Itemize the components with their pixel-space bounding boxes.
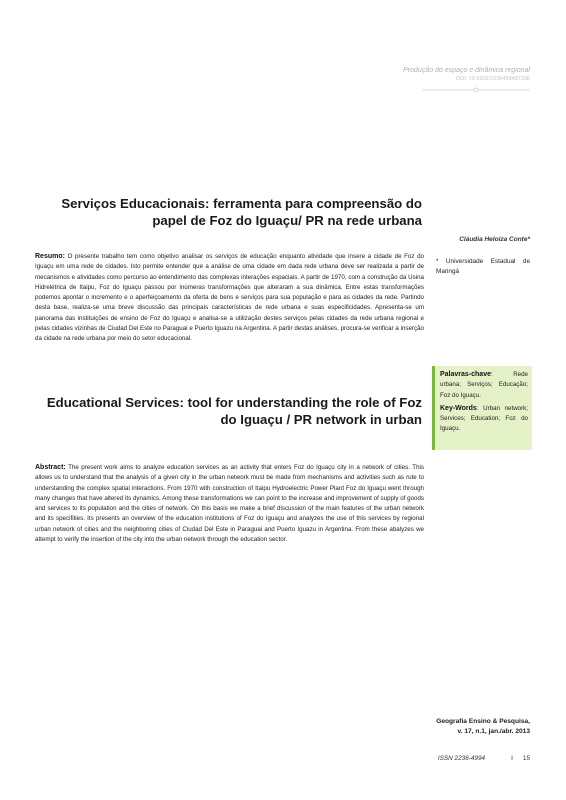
keywords-box bbox=[432, 366, 532, 450]
abstract-label: Abstract: bbox=[35, 464, 66, 471]
ornament-divider bbox=[422, 86, 530, 94]
citation-journal: Geografia Ensino & Pesquisa, bbox=[436, 718, 530, 725]
footer-issn: ISSN 2236-4994 bbox=[437, 755, 486, 762]
doi-link[interactable]: DOI: 10.5902/2236499487336 bbox=[455, 76, 530, 82]
keywords-en-text: : Urban network; Services; Education; Foz do Iguaçu. bbox=[440, 404, 528, 433]
article-title-en: Educational Services: tool for understanding the role of Foz do Iguaçu / PR network in urban bbox=[46, 395, 422, 427]
journal-series-header: Produção do espaço e dinâmica regional bbox=[403, 67, 530, 74]
footer-separator: I bbox=[511, 755, 513, 762]
author-name: Cláudia Heloiza Conte* bbox=[459, 236, 530, 243]
abstract-text: The present work aims to analyze education services as an activity that enters Foz do Iguaçu city in a network of cities. This allows us to understand that the analysis of a given city in the urban network must be made from mechanisms and activities such as rute to understanding the complex spatial interactions. From 1970 with construction of Itaipu Hydroelectric Power Plant Foz do Iguaçu went through many changes that have altered its dynamics. Among these transformations we can point to the increase and improvement of supply of goods and services to its population and the cities of network. On this basis we make a brief discussion of the main features of the urban network and its specifities. Its presents an overview of the education institutions of Foz do Iguaçu and analyzes the use of this services by regional urban network of cities and the neighboring cities of Ciudad Del Este in Paraguai and Puerto Iguazu in Argentina. From these abalyzes we attempt to verify the insertion of the city into the urban network through the education sector. bbox=[35, 464, 424, 544]
author-affiliation: * Universidade Estadual de Maringá bbox=[436, 258, 530, 275]
article-title-pt: Serviços Educacionais: ferramenta para compreensão do papel de Foz do Iguaçu/ PR na rede urbana bbox=[61, 196, 422, 228]
page-footer bbox=[438, 755, 530, 762]
resumo-text: O presente trabalho tem como objetivo analisar os serviços de educação enquanto atividade que insere a cidade de Foz do Iguaçu em uma rede de cidades. Isto permite entender que a análise de uma cidade em dada rede urbana deve ser realizada a partir de mecanismos e atividades como percurso ao entendimento das complexas interações espaciais. A partir de 1970, com a construção da Usina Hidrelétrica de Itaipu, Foz do Iguaçu passou por inúmeras transformações que alteraram a sua dinâmica. Entre estas transformações podemos apontar o incremento e o aperfeiçoamento da oferta de bens e serviços para sua população e para as cidades da rede. Partindo desta base, realiza-se uma breve discussão das principais características de rede urbana e suas especificidades. Apresenta-se um panorama das instituições de ensino de Foz do Iguaçu e analisa-se a utilização destes serviços pelas cidades da rede urbana regional e pelas cidades vizinhas de Ciudad Del Este no Paraguai e Puerto Iguazu na Argentina. A partir destas análises, procura-se verificar a inserção da cidade na rede urbana por meio do setor educacional. bbox=[35, 253, 424, 343]
resumo-label: Resumo: bbox=[35, 253, 65, 260]
page-number: 15 bbox=[522, 755, 530, 762]
journal-citation bbox=[436, 717, 530, 736]
keywords-pt-text: : Rede urbana; Serviços; Educação; Foz do Iguaçu. bbox=[440, 371, 528, 399]
keywords-en-label: Key-Words bbox=[440, 404, 477, 412]
abstract-paragraph bbox=[35, 463, 424, 545]
resumo-paragraph bbox=[35, 252, 424, 345]
keywords-pt-label: Palavras-chave bbox=[440, 371, 491, 378]
keywords-pt bbox=[440, 370, 528, 401]
keywords-en bbox=[440, 404, 528, 435]
citation-volume: v. 17, n.1, jan./abr. 2013 bbox=[457, 727, 530, 735]
